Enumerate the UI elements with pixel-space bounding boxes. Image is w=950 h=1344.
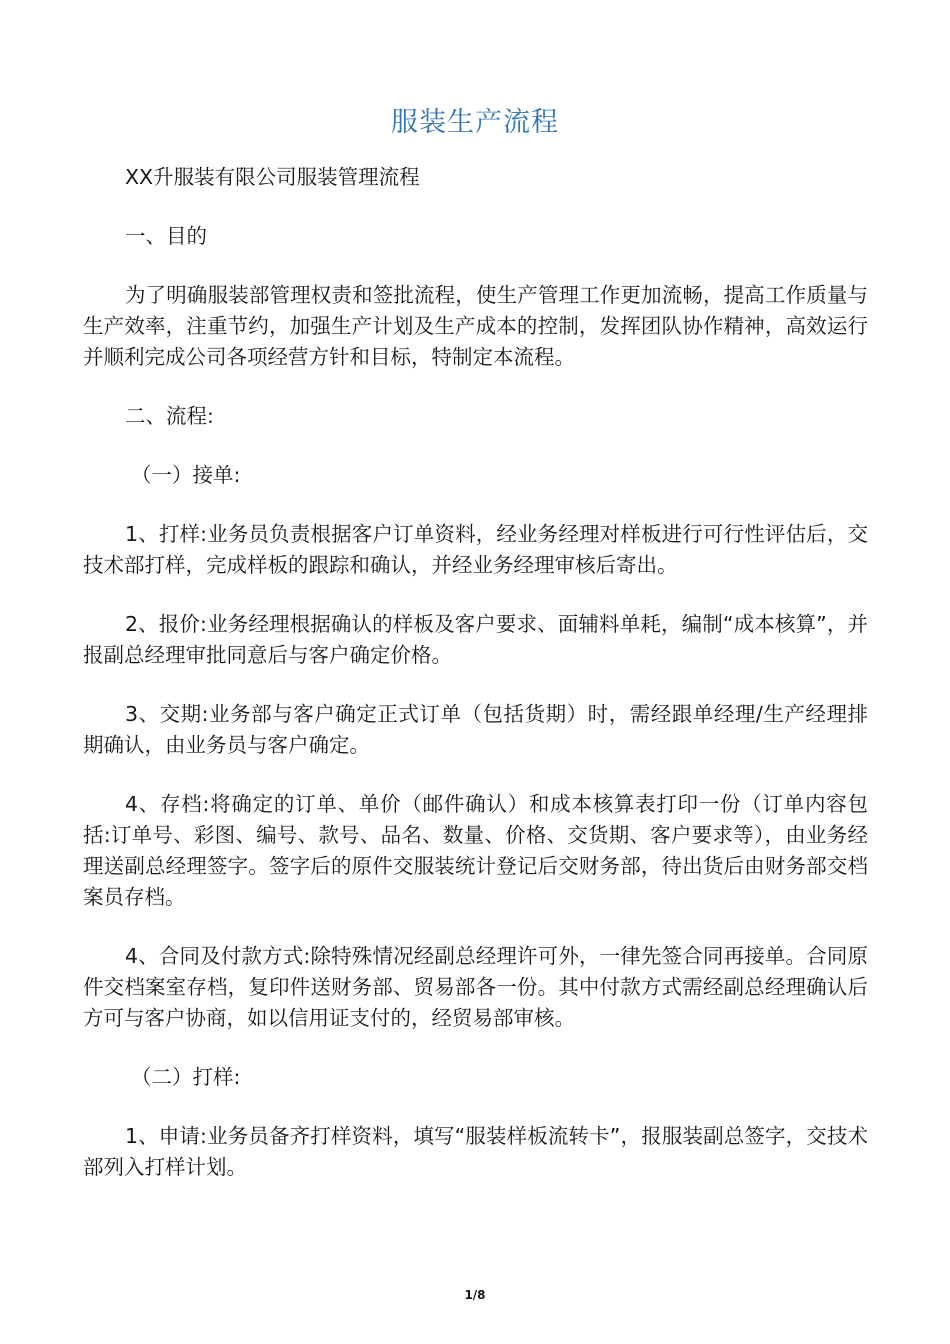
order-step-sampling: 1、打样:业务员负责根据客户订单资料，经业务经理对样板进行可行性评估后，交技术部打样，完成样板的跟踪和确认，并经业务经理审核后寄出。: [83, 522, 868, 577]
document-title: 服装生产流程: [391, 107, 559, 138]
sampling-step-application: 1、申请:业务员备齐打样资料，填写“服装样板流转卡”，报服装副总签字，交技术部列入打样计划。: [83, 1124, 868, 1179]
subsection-order-heading: （一）接单:: [131, 463, 241, 487]
page-number: 1/8: [464, 1288, 486, 1302]
company-heading: XX升服装有限公司服装管理流程: [125, 165, 420, 189]
subsection-sampling-heading: （二）打样:: [131, 1065, 241, 1089]
document-body: [83, 162, 868, 1211]
order-step-delivery: 3、交期:业务部与客户确定正式订单（包括货期）时，需经跟单经理/生产经理排期确认，由业务员与客户确定。: [83, 702, 868, 757]
section-purpose-heading: 一、目的: [125, 224, 207, 248]
purpose-paragraph: 为了明确服装部管理权责和签批流程，使生产管理工作更加流畅，提高工作质量与生产效率，注重节约，加强生产计划及生产成本的控制，发挥团队协作精神，高效运行并顺利完成公司各项经营方针和目标，特制定本流程。: [83, 283, 868, 369]
section-process-heading: 二、流程:: [125, 404, 214, 428]
order-step-quotation: 2、报价:业务经理根据确认的样板及客户要求、面辅料单耗，编制“成本核算”，并报副总经理审批同意后与客户确定价格。: [83, 612, 868, 667]
order-step-archive: 4、存档:将确定的订单、单价（邮件确认）和成本核算表打印一份（订单内容包括:订单号、彩图、编号、款号、品名、数量、价格、交货期、客户要求等），由业务经理送副总经理签字。签字后的原件交服装统计登记后交财务部，待出货后由财务部交档案员存档。: [83, 792, 868, 909]
order-step-contract: 4、合同及付款方式:除特殊情况经副总经理许可外，一律先签合同再接单。合同原件交档案室存档，复印件送财务部、贸易部各一份。其中付款方式需经副总经理确认后方可与客户协商，如以信用证支付的，经贸易部审核。: [83, 944, 868, 1030]
